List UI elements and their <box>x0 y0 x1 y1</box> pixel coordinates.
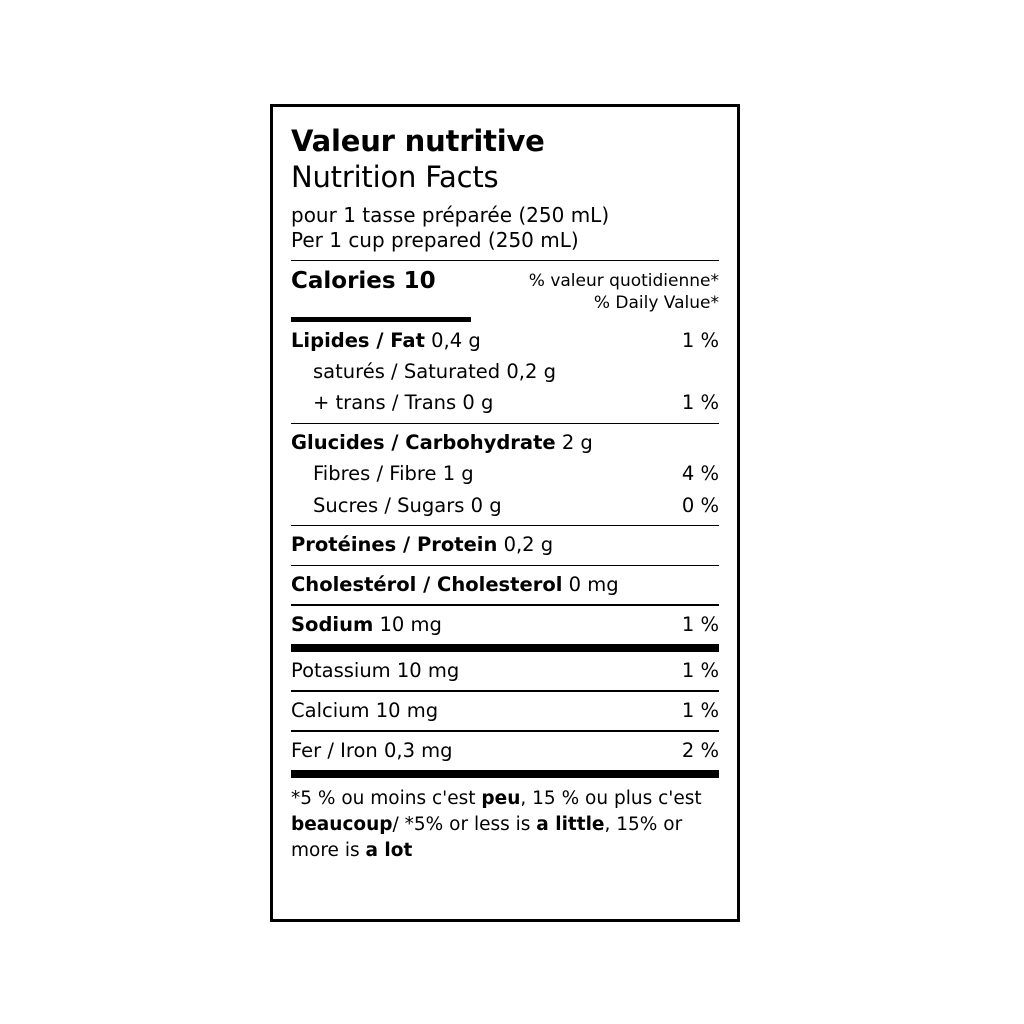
row-amount: 10 mg <box>379 612 442 636</box>
potassium-group <box>291 652 719 690</box>
row-dv: 1 % <box>681 612 719 636</box>
daily-value-header-french: % valeur quotidienne* <box>528 271 719 292</box>
serving-size-english: Per 1 cup prepared (250 mL) <box>291 228 579 253</box>
nutrition-facts-panel <box>270 104 740 922</box>
title-french: Valeur nutritive <box>291 124 545 158</box>
daily-value-header-english: % Daily Value* <box>593 292 719 313</box>
serving-size-french: pour 1 tasse préparée (250 mL) <box>291 202 610 227</box>
calories-label: Calories 10 <box>291 268 436 295</box>
row-amount: 1 g <box>442 462 474 486</box>
table-row <box>291 427 719 458</box>
serving-size <box>291 203 719 254</box>
daily-value-footnote <box>291 786 719 865</box>
row-label: Fibres / Fibre <box>313 462 437 486</box>
carbohydrate-group <box>291 424 719 525</box>
table-row <box>291 529 719 560</box>
row-dv: 0 % <box>681 493 719 517</box>
calories-row <box>291 268 719 314</box>
row-dv: 2 % <box>681 738 719 762</box>
table-row <box>291 490 719 521</box>
table-row <box>291 325 719 356</box>
row-label: + trans / Trans <box>313 391 457 415</box>
table-row <box>291 695 719 726</box>
row-amount: 2 g <box>561 431 593 455</box>
table-row <box>291 458 719 489</box>
table-row <box>291 735 719 766</box>
row-amount: 0,3 mg <box>383 738 453 762</box>
row-label: Glucides / Carbohydrate <box>291 431 556 455</box>
footnote-part-5: is <box>344 840 366 862</box>
row-dv: 1 % <box>681 659 719 683</box>
row-dv: 1 % <box>681 698 719 722</box>
protein-group <box>291 526 719 564</box>
footnote-part-4: , 15% or more <box>291 814 683 862</box>
row-amount: 0 mg <box>568 573 619 597</box>
row-label: Cholestérol / Cholesterol <box>291 573 563 597</box>
row-amount: 0 g <box>462 391 494 415</box>
row-label: Fer / Iron <box>291 738 378 762</box>
daily-value-header <box>529 268 719 314</box>
iron-group <box>291 732 719 770</box>
table-row <box>291 609 719 640</box>
divider-after-serving <box>291 260 719 262</box>
row-label: saturés / Saturated <box>313 360 501 384</box>
footnote-bold-beaucoup: beaucoup <box>291 814 393 836</box>
row-label: Protéines / Protein <box>291 533 498 557</box>
title-english: Nutrition Facts <box>291 160 499 195</box>
footnote-bold-peu: peu <box>481 787 521 809</box>
row-label: Calcium <box>291 698 370 722</box>
row-label: Sucres / Sugars <box>313 493 465 517</box>
footnote-part-2: , 15 % ou plus c'est <box>520 787 702 809</box>
row-amount: 0 g <box>470 493 502 517</box>
fat-group <box>291 322 719 423</box>
sodium-group <box>291 606 719 644</box>
row-amount: 10 mg <box>375 698 439 722</box>
row-dv: 4 % <box>681 462 719 486</box>
calcium-group <box>291 692 719 730</box>
row-dv: 1 % <box>681 391 719 415</box>
table-row <box>291 569 719 600</box>
footnote-part-3: / *5% or less is <box>392 814 537 836</box>
row-dv: 1 % <box>681 328 719 352</box>
divider-before-footnote <box>291 770 719 778</box>
table-row <box>291 356 719 387</box>
footnote-bold-a-little: a little <box>536 814 605 836</box>
row-amount: 0,2 g <box>503 533 554 557</box>
row-label: Potassium <box>291 659 391 683</box>
row-label: Lipides / Fat <box>291 328 425 352</box>
footnote-bold-a-lot: a lot <box>365 840 413 862</box>
cholesterol-group <box>291 566 719 604</box>
row-amount: 0,4 g <box>431 328 481 352</box>
divider-after-sodium <box>291 644 719 652</box>
row-label: Sodium <box>291 612 374 636</box>
row-amount: 0,2 g <box>506 360 556 384</box>
row-amount: 10 mg <box>396 659 460 683</box>
table-row <box>291 387 719 418</box>
footnote-part-1: *5 % ou moins c'est <box>291 787 482 809</box>
table-row <box>291 655 719 686</box>
